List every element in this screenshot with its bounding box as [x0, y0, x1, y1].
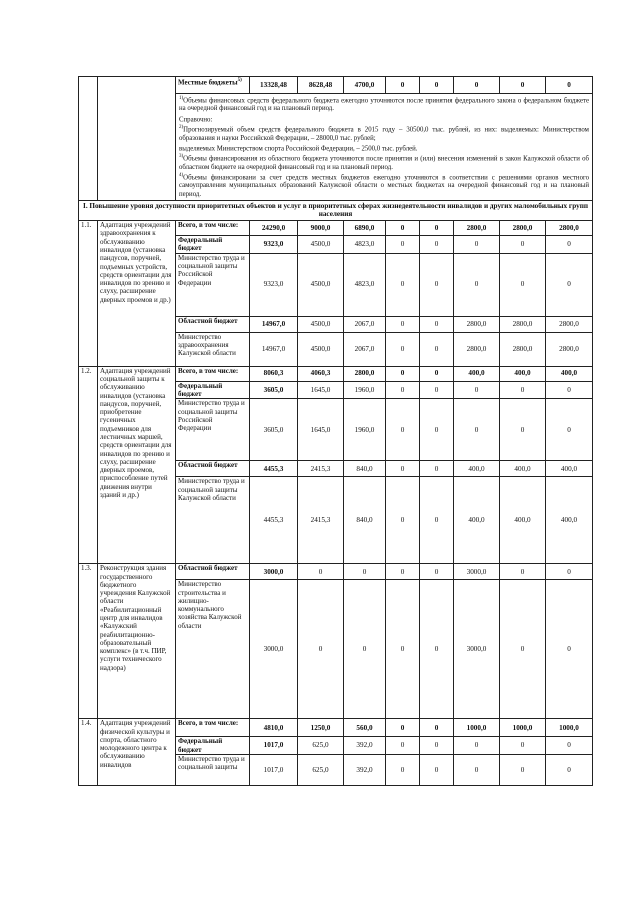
amount-cell: 3605,0 [250, 399, 298, 461]
amount-cell: 9323,0 [250, 253, 298, 316]
funding-source: Федеральный бюджет [176, 236, 250, 254]
amount-cell: 1017,0 [250, 737, 298, 755]
amount-cell: 400,0 [500, 461, 546, 477]
amount-cell: 1017,0 [250, 754, 298, 785]
amount-cell: 1960,0 [344, 399, 386, 461]
amount-cell: 0 [546, 236, 593, 254]
amount-cell: 13328,48 [250, 77, 298, 94]
amount-cell: 9323,0 [250, 236, 298, 254]
amount-cell: 4500,0 [298, 236, 344, 254]
amount-cell: 2800,0 [546, 332, 593, 366]
amount-cell: 0 [500, 381, 546, 399]
amount-cell: 0 [420, 399, 454, 461]
amount-cell: 0 [546, 381, 593, 399]
table-row [79, 366, 593, 381]
amount-cell: 2415,3 [298, 477, 344, 564]
amount-cell: 4455,3 [250, 461, 298, 477]
amount-cell: 4455,3 [250, 477, 298, 564]
amount-cell: 0 [386, 316, 420, 332]
amount-cell: 400,0 [546, 477, 593, 564]
amount-cell: 400,0 [454, 366, 500, 381]
item-name: Адаптация учреждений социальной защиты к обслуживанию инвалидов (установка пандусов, поручней, приобретение гусеничных подъемников для лестничных маршей, средств ориентации для инвалидов по зрению и слуху, расширение дверных проемов, приспособление путей движения внутри зданий и др.) [98, 366, 176, 564]
amount-cell: 0 [386, 366, 420, 381]
funding-source: Министерство труда и социальной защиты [176, 754, 250, 785]
amount-cell: 0 [386, 221, 420, 236]
amount-cell: 0 [546, 754, 593, 785]
amount-cell: 2800,0 [546, 316, 593, 332]
footnote-text: Справочно: [179, 115, 213, 123]
amount-cell: 840,0 [344, 477, 386, 564]
amount-cell: 0 [546, 580, 593, 719]
amount-cell: 3000,0 [454, 580, 500, 719]
amount-cell: 3000,0 [250, 580, 298, 719]
footnote-mark: 3) [179, 154, 184, 160]
footnote [179, 95, 589, 114]
amount-cell: 0 [420, 332, 454, 366]
amount-cell: 3000,0 [250, 564, 298, 580]
notes-cell [176, 94, 593, 201]
amount-cell: 4823,0 [344, 236, 386, 254]
amount-cell: 6890,0 [344, 221, 386, 236]
amount-cell: 0 [500, 754, 546, 785]
amount-cell: 1000,0 [500, 719, 546, 737]
amount-cell: 0 [420, 564, 454, 580]
amount-cell: 14967,0 [250, 316, 298, 332]
amount-cell: 8628,48 [298, 77, 344, 94]
amount-cell: 1000,0 [454, 719, 500, 737]
footnote [179, 172, 589, 199]
amount-cell: 0 [454, 399, 500, 461]
amount-cell: 0 [386, 77, 420, 94]
amount-cell: 400,0 [454, 461, 500, 477]
amount-cell: 2800,0 [454, 221, 500, 236]
amount-cell: 0 [386, 332, 420, 366]
amount-cell: 0 [386, 381, 420, 399]
amount-cell: 0 [386, 564, 420, 580]
amount-cell: 0 [298, 564, 344, 580]
funding-source: Всего, в том числе: [176, 366, 250, 381]
item-number: 1.1. [79, 221, 98, 367]
amount-cell: 840,0 [344, 461, 386, 477]
funding-source: Министерство труда и социальной защиты Российской Федерации [176, 399, 250, 461]
amount-cell: 0 [420, 253, 454, 316]
amount-cell: 0 [386, 399, 420, 461]
amount-cell: 24290,0 [250, 221, 298, 236]
footnote-mark: 5) [237, 78, 242, 83]
amount-cell: 392,0 [344, 737, 386, 755]
footnote-text: выделяемых Министерством спорта Российской Федерации, – 2500,0 тыс. рублей. [179, 145, 418, 153]
section-heading-row [79, 200, 593, 220]
amount-cell: 0 [420, 236, 454, 254]
amount-cell: 0 [500, 236, 546, 254]
amount-cell: 0 [386, 719, 420, 737]
funding-source: Федеральный бюджет [176, 737, 250, 755]
amount-cell: 0 [546, 77, 593, 94]
table-row [79, 77, 593, 94]
amount-cell: 2800,0 [546, 221, 593, 236]
amount-cell: 0 [546, 399, 593, 461]
amount-cell: 392,0 [344, 754, 386, 785]
item-number: 1.2. [79, 366, 98, 564]
amount-cell: 400,0 [500, 477, 546, 564]
program-funding-table [78, 76, 593, 786]
amount-cell: 4060,3 [298, 366, 344, 381]
amount-cell: 4823,0 [344, 253, 386, 316]
amount-cell: 1645,0 [298, 399, 344, 461]
amount-cell: 0 [420, 719, 454, 737]
funding-source: Всего, в том числе: [176, 719, 250, 737]
amount-cell: 0 [454, 754, 500, 785]
amount-cell: 0 [420, 754, 454, 785]
amount-cell: 0 [420, 580, 454, 719]
footnote [179, 143, 589, 153]
amount-cell: 0 [386, 461, 420, 477]
amount-cell: 0 [420, 461, 454, 477]
amount-cell: 4700,0 [344, 77, 386, 94]
amount-cell: 400,0 [546, 461, 593, 477]
funding-source: Всего, в том числе: [176, 221, 250, 236]
amount-cell: 0 [500, 580, 546, 719]
amount-cell: 0 [500, 564, 546, 580]
amount-cell: 0 [420, 77, 454, 94]
footnote-text: Прогнозируемый объем средств федерального бюджета в 2015 году – 30500,0 тыс. рублей, из них: выделяемых: Министерством образования и науки Российской Федерации, – 28000,0 тыс. рублей; [179, 126, 589, 142]
amount-cell: 0 [500, 77, 546, 94]
amount-cell: 4500,0 [298, 316, 344, 332]
footnote-mark: 2) [179, 125, 184, 131]
amount-cell: 4500,0 [298, 332, 344, 366]
amount-cell: 8060,3 [250, 366, 298, 381]
amount-cell: 400,0 [500, 366, 546, 381]
funding-source: Министерство строительства и жилищно-коммунального хозяйства Калужской области [176, 580, 250, 719]
amount-cell: 560,0 [344, 719, 386, 737]
amount-cell: 0 [546, 253, 593, 316]
amount-cell: 2800,0 [500, 332, 546, 366]
amount-cell: 2067,0 [344, 316, 386, 332]
amount-cell: 400,0 [546, 366, 593, 381]
amount-cell: 0 [344, 580, 386, 719]
funding-source: Министерство труда и социальной защиты Калужской области [176, 477, 250, 564]
item-number: 1.4. [79, 719, 98, 786]
amount-cell: 14967,0 [250, 332, 298, 366]
amount-cell: 0 [420, 381, 454, 399]
amount-cell: 0 [500, 253, 546, 316]
item-name: Реконструкция здания государственного бюджетного учреждения Калужской области «Реабилитационный центр для инвалидов «Калужский реабилитационно-образовательный комплекс» (в т.ч. ПИР, услуги технического надзора) [98, 564, 176, 719]
amount-cell: 0 [344, 564, 386, 580]
amount-cell: 0 [386, 477, 420, 564]
funding-source: Областной бюджет [176, 461, 250, 477]
amount-cell: 0 [454, 77, 500, 94]
amount-cell: 0 [386, 737, 420, 755]
item-number: 1.3. [79, 564, 98, 719]
table-row [79, 564, 593, 580]
amount-cell: 0 [546, 564, 593, 580]
footnote-mark: 4) [179, 172, 184, 178]
funding-source: Министерство труда и социальной защиты Российской Федерации [176, 253, 250, 316]
amount-cell: 2800,0 [454, 332, 500, 366]
amount-cell: 2067,0 [344, 332, 386, 366]
amount-cell: 4810,0 [250, 719, 298, 737]
amount-cell: 1250,0 [298, 719, 344, 737]
amount-cell: 1645,0 [298, 381, 344, 399]
amount-cell: 3605,0 [250, 381, 298, 399]
amount-cell: 0 [386, 754, 420, 785]
amount-cell: 625,0 [298, 737, 344, 755]
amount-cell: 2800,0 [500, 316, 546, 332]
funding-source: Областной бюджет [176, 564, 250, 580]
amount-cell: 0 [386, 236, 420, 254]
footnote [179, 114, 589, 124]
amount-cell: 1000,0 [546, 719, 593, 737]
table-row [79, 719, 593, 737]
footnote-text: Объемы финансировани за счет средств местных бюджетов ежегодно уточняются в соответствии с решениями органов местного самоуправления муниципальных образований Калужской области о местных бюджетах на очередной финансовый год и на плановый период. [179, 174, 589, 198]
item-name: Адаптация учреждений физической культуры и спорта, областного молодежного центра к обслуживанию инвалидов [98, 719, 176, 786]
table-row [79, 221, 593, 236]
funding-source: Областной бюджет [176, 316, 250, 332]
amount-cell: 0 [386, 580, 420, 719]
amount-cell: 2415,3 [298, 461, 344, 477]
footnote-mark: 1) [179, 96, 184, 101]
amount-cell: 0 [454, 253, 500, 316]
amount-cell: 3000,0 [454, 564, 500, 580]
amount-cell: 0 [420, 737, 454, 755]
amount-cell: 2800,0 [500, 221, 546, 236]
amount-cell: 0 [500, 399, 546, 461]
amount-cell: 0 [454, 236, 500, 254]
amount-cell: 0 [546, 737, 593, 755]
footnote [179, 153, 589, 172]
funding-source-label: Местные бюджеты [178, 78, 238, 87]
item-name-cell [98, 77, 176, 201]
amount-cell: 0 [386, 253, 420, 316]
amount-cell: 0 [420, 316, 454, 332]
amount-cell: 0 [420, 221, 454, 236]
item-name: Адаптация учреждений здравоохранения к обслуживанию инвалидов (установка пандусов, поручней, подъемных устройств, средств ориентации для инвалидов по зрению и слуху, расширение дверных проемов и др.) [98, 221, 176, 367]
amount-cell: 0 [420, 477, 454, 564]
funding-source-cell [176, 77, 250, 94]
amount-cell: 400,0 [454, 477, 500, 564]
amount-cell: 0 [454, 381, 500, 399]
amount-cell: 0 [500, 737, 546, 755]
footnote-text: Объемы финансирования из областного бюджета уточняются после принятия и (или) внесения изменений в закон Калужской области об областном бюджете на очередной финансовый год и на плановый период. [179, 155, 589, 171]
amount-cell: 1960,0 [344, 381, 386, 399]
funding-source: Федеральный бюджет [176, 381, 250, 399]
amount-cell: 2800,0 [344, 366, 386, 381]
funding-source: Министерство здравоохранения Калужской области [176, 332, 250, 366]
footnote-text: Объемы финансовых средств федерального бюджета ежегодно уточняются после принятия федерального закона о федеральном бюджете на очередной финансовый год и на плановый период. [179, 97, 589, 113]
amount-cell: 2800,0 [454, 316, 500, 332]
amount-cell: 9000,0 [298, 221, 344, 236]
amount-cell: 4500,0 [298, 253, 344, 316]
amount-cell: 0 [454, 737, 500, 755]
item-number-cell [79, 77, 98, 201]
section-title: I. Повышение уровня доступности приоритетных объектов и услуг в приоритетных сферах жизнедеятельности инвалидов и других маломобильных групп населения [79, 200, 593, 220]
amount-cell: 0 [420, 366, 454, 381]
amount-cell: 0 [298, 580, 344, 719]
amount-cell: 625,0 [298, 754, 344, 785]
footnote [179, 124, 589, 143]
